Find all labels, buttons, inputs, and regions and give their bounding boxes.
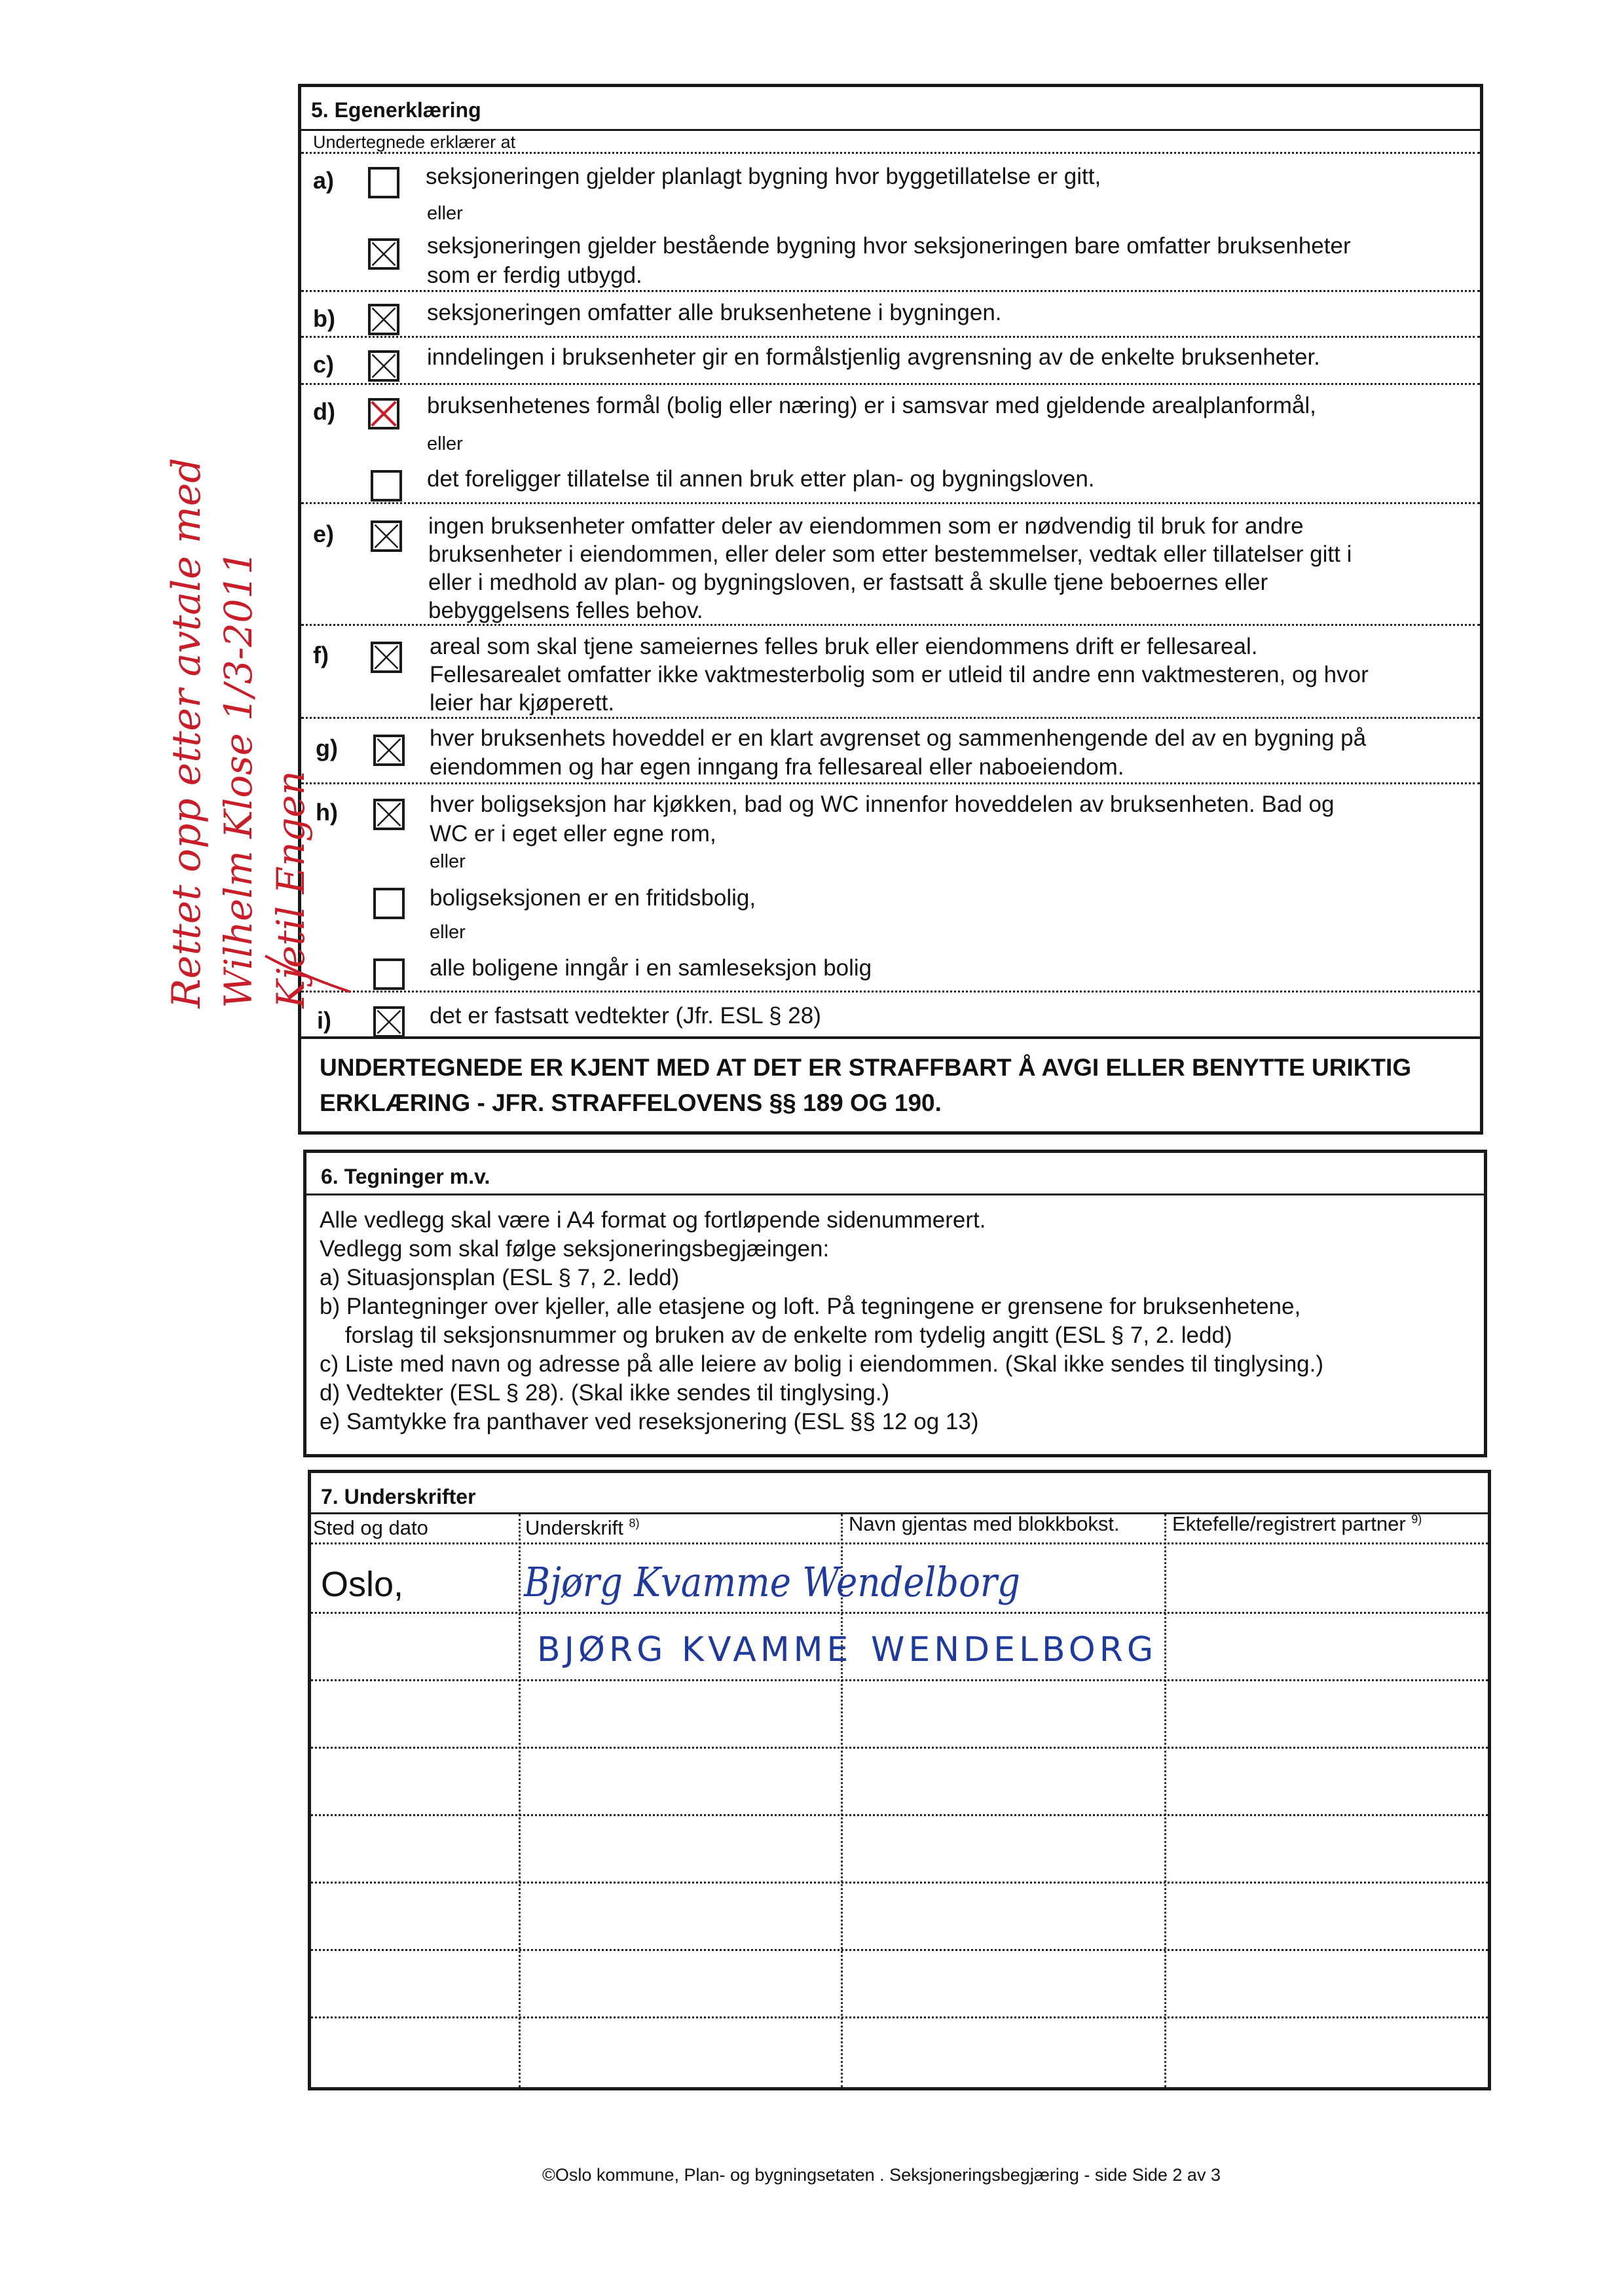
section-7-title: 7. Underskrifter (321, 1485, 476, 1508)
column-divider (519, 1514, 521, 2087)
section-6-line: forslag til seksjonsnummer og bruken av de enkelte rom tydelig angitt (ESL § 7, 2. ledd) (320, 1322, 1232, 1348)
item-a2-text-line2: som er ferdig utbygd. (427, 263, 642, 288)
item-f-checkbox[interactable] (371, 642, 402, 673)
section-6-title: 6. Tegninger m.v. (321, 1165, 490, 1188)
item-c-text: inndelingen i bruksenheter gir en formålstjenlig avgrensning av de enkelte bruksenheter. (427, 344, 1320, 370)
column-header-label: Underskrift (525, 1516, 623, 1539)
item-i-checkbox[interactable] (373, 1006, 405, 1038)
annotation-line-2: Wilhelm Klose 1/3-2011 (216, 550, 261, 1008)
section-6-line: a) Situasjonsplan (ESL § 7, 2. ledd) (320, 1265, 680, 1290)
column-header-spouse (1172, 1512, 1422, 1536)
section-5-title-divider (301, 129, 1480, 131)
item-b-letter: b) (313, 305, 335, 332)
section-6-line: e) Samtykke fra panthaver ved reseksjonering (ESL §§ 12 og 13) (320, 1409, 979, 1434)
item-h3-text: alle boligene inngår i en samleseksjon bolig (430, 955, 872, 981)
item-c-letter: c) (313, 351, 335, 378)
item-f-text-line1: areal som skal tjene sameiernes felles bruk eller eiendommens drift er fellesareal. (430, 634, 1258, 659)
checked-x-icon (376, 737, 402, 763)
item-c-checkbox[interactable] (368, 350, 399, 382)
item-h3-checkbox[interactable] (373, 958, 405, 990)
item-d-checkbox[interactable] (368, 398, 399, 429)
item-a2-text-line1: seksjoneringen gjelder bestående bygning hvor seksjoneringen bare omfatter bruksenheter (427, 233, 1351, 259)
section-6-line: c) Liste med navn og adresse på alle leiere av bolig i eiendommen. (Skal ikke sendes til tinglysing.) (320, 1351, 1324, 1377)
block-letters-name-part2: WENDELBORG (871, 1630, 1158, 1669)
item-e-text-line4: bebyggelsens felles behov. (428, 598, 703, 623)
item-d2-checkbox[interactable] (371, 470, 402, 501)
item-a-letter: a) (313, 167, 335, 194)
handwritten-signature: Bjørg Kvamme Wendelborg (524, 1558, 1020, 1606)
item-h-text-line2: WC er i eget eller egne rom, (430, 821, 716, 847)
row-divider (301, 782, 1480, 784)
item-e-text-line2: bruksenheter i eiendommen, eller deler som etter bestemmelser, vedtak eller tillatelser gitt i (428, 541, 1352, 567)
column-header-block-letters (849, 1512, 1120, 1536)
item-h-checkbox[interactable] (373, 799, 405, 830)
table-row-divider (311, 1542, 1488, 1544)
warning-line-1: UNDERTEGNEDE ER KJENT MED AT DET ER STRAFFBART Å AVGI ELLER BENYTTE URIKTIG (320, 1054, 1412, 1081)
footnote-marker: 8) (629, 1516, 640, 1530)
row-divider (301, 502, 1480, 504)
item-f-text-line3: leier har kjøperett. (430, 690, 615, 716)
annotation-line-3: Kjetil Engen (268, 771, 313, 1008)
section-6-line: d) Vedtekter (ESL § 28). (Skal ikke sendes til tinglysing.) (320, 1380, 890, 1406)
item-f-text-line2: Fellesarealet omfatter ikke vaktmesterbolig som er utleid til andre enn vaktmesteren, og hvor (430, 662, 1369, 687)
row-divider (301, 383, 1480, 385)
item-h-letter: h) (316, 799, 338, 826)
section-6-line: Vedlegg som skal følge seksjoneringsbegjæingen: (320, 1236, 830, 1262)
item-a-or: eller (427, 203, 463, 224)
item-g-text-line2: eiendommen og har egen inngang fra fellesareal eller naboeiendom. (430, 754, 1124, 780)
checked-x-icon (373, 644, 399, 670)
table-row-divider (311, 2016, 1488, 2018)
checked-x-icon (371, 241, 397, 267)
table-row-divider (311, 1882, 1488, 1884)
section-6-line: Alle vedlegg skal være i A4 format og fortløpende sidenummerert. (320, 1207, 986, 1233)
page-footer: ©Oslo kommune, Plan- og bygningsetaten . Seksjoneringsbegjæring - side Side 2 av 3 (542, 2165, 1221, 2185)
column-header-place-date (313, 1516, 428, 1540)
checked-x-icon (371, 401, 397, 427)
footnote-marker: 9) (1411, 1512, 1422, 1526)
warning-line-2: ERKLÆRING - JFR. STRAFFELOVENS §§ 189 OG 190. (320, 1089, 942, 1116)
section-5-subtitle: Undertegnede erklærer at (313, 132, 516, 152)
item-d-letter: d) (313, 398, 335, 425)
checked-x-icon (376, 801, 402, 828)
column-divider (1164, 1514, 1166, 2087)
item-d2-text: det foreligger tillatelse til annen bruk etter plan- og bygningsloven. (427, 466, 1095, 492)
column-header-label: Sted og dato (313, 1516, 428, 1539)
item-h-or-1: eller (430, 851, 466, 872)
section-5-title: 5. Egenerklæring (311, 98, 481, 122)
item-a-checkbox[interactable] (368, 167, 399, 198)
column-header-signature (525, 1516, 640, 1540)
item-i-letter: i) (317, 1007, 331, 1034)
item-i-text: det er fastsatt vedtekter (Jfr. ESL § 28) (430, 1003, 821, 1029)
column-header-label: Ektefelle/registrert partner (1172, 1512, 1406, 1535)
checked-x-icon (376, 1009, 402, 1035)
section-6-line: b) Plantegninger over kjeller, alle etasjene og loft. På tegningene er grensene for bruksenhetene, (320, 1294, 1301, 1319)
table-row-divider (311, 1949, 1488, 1951)
item-b-checkbox[interactable] (368, 304, 399, 335)
checked-x-icon (373, 523, 399, 549)
table-row-divider (311, 1747, 1488, 1749)
row-divider (301, 624, 1480, 626)
annotation-pointer-line (262, 903, 354, 995)
item-g-letter: g) (316, 735, 338, 761)
item-h-text-line1: hver boligseksjon har kjøkken, bad og WC innenfor hoveddelen av bruksenheten. Bad og (430, 792, 1335, 817)
item-e-text-line1: ingen bruksenheter omfatter deler av eiendommen som er nødvendig til bruk for andre (428, 513, 1304, 539)
item-g-checkbox[interactable] (373, 735, 405, 766)
item-g-text-line1: hver bruksenhets hoveddel er en klart avgrenset og sammenhengende del av en bygning på (430, 725, 1367, 751)
table-row-divider (311, 1679, 1488, 1681)
row-divider (301, 290, 1480, 292)
warning-divider (301, 1036, 1480, 1039)
item-e-text-line3: eller i medhold av plan- og bygningsloven, er fastsatt å skulle tjene beboernes eller (428, 570, 1268, 595)
table-row-divider (311, 1612, 1488, 1614)
item-h-or-2: eller (430, 922, 466, 943)
checked-x-icon (371, 353, 397, 379)
section-6-title-divider (306, 1194, 1484, 1195)
checked-x-icon (371, 306, 397, 333)
item-a-text: seksjoneringen gjelder planlagt bygning hvor byggetillatelse er gitt, (426, 164, 1101, 189)
item-a2-checkbox[interactable] (368, 238, 399, 270)
column-header-label: Navn gjentas med blokkbokst. (849, 1512, 1120, 1535)
item-d-text: bruksenhetenes formål (bolig eller næring) er i samsvar med gjeldende arealplanformål, (427, 393, 1316, 418)
item-e-checkbox[interactable] (371, 520, 402, 552)
row-divider (301, 717, 1480, 719)
place-date-value: Oslo, (321, 1565, 404, 1604)
item-d-or: eller (427, 433, 463, 454)
row-divider (301, 152, 1480, 154)
block-letters-name-part1: BJØRG KVAMME (537, 1630, 853, 1669)
item-h2-text: boligseksjonen er en fritidsbolig, (430, 885, 756, 911)
item-e-letter: e) (313, 520, 335, 547)
table-row-divider (311, 1814, 1488, 1816)
item-h2-checkbox[interactable] (373, 888, 405, 919)
item-b-text: seksjoneringen omfatter alle bruksenhetene i bygningen. (427, 300, 1002, 325)
row-divider (301, 336, 1480, 338)
row-divider (301, 991, 1480, 993)
annotation-line-1: Rettet opp etter avtale med (164, 458, 210, 1008)
item-f-letter: f) (313, 642, 329, 668)
